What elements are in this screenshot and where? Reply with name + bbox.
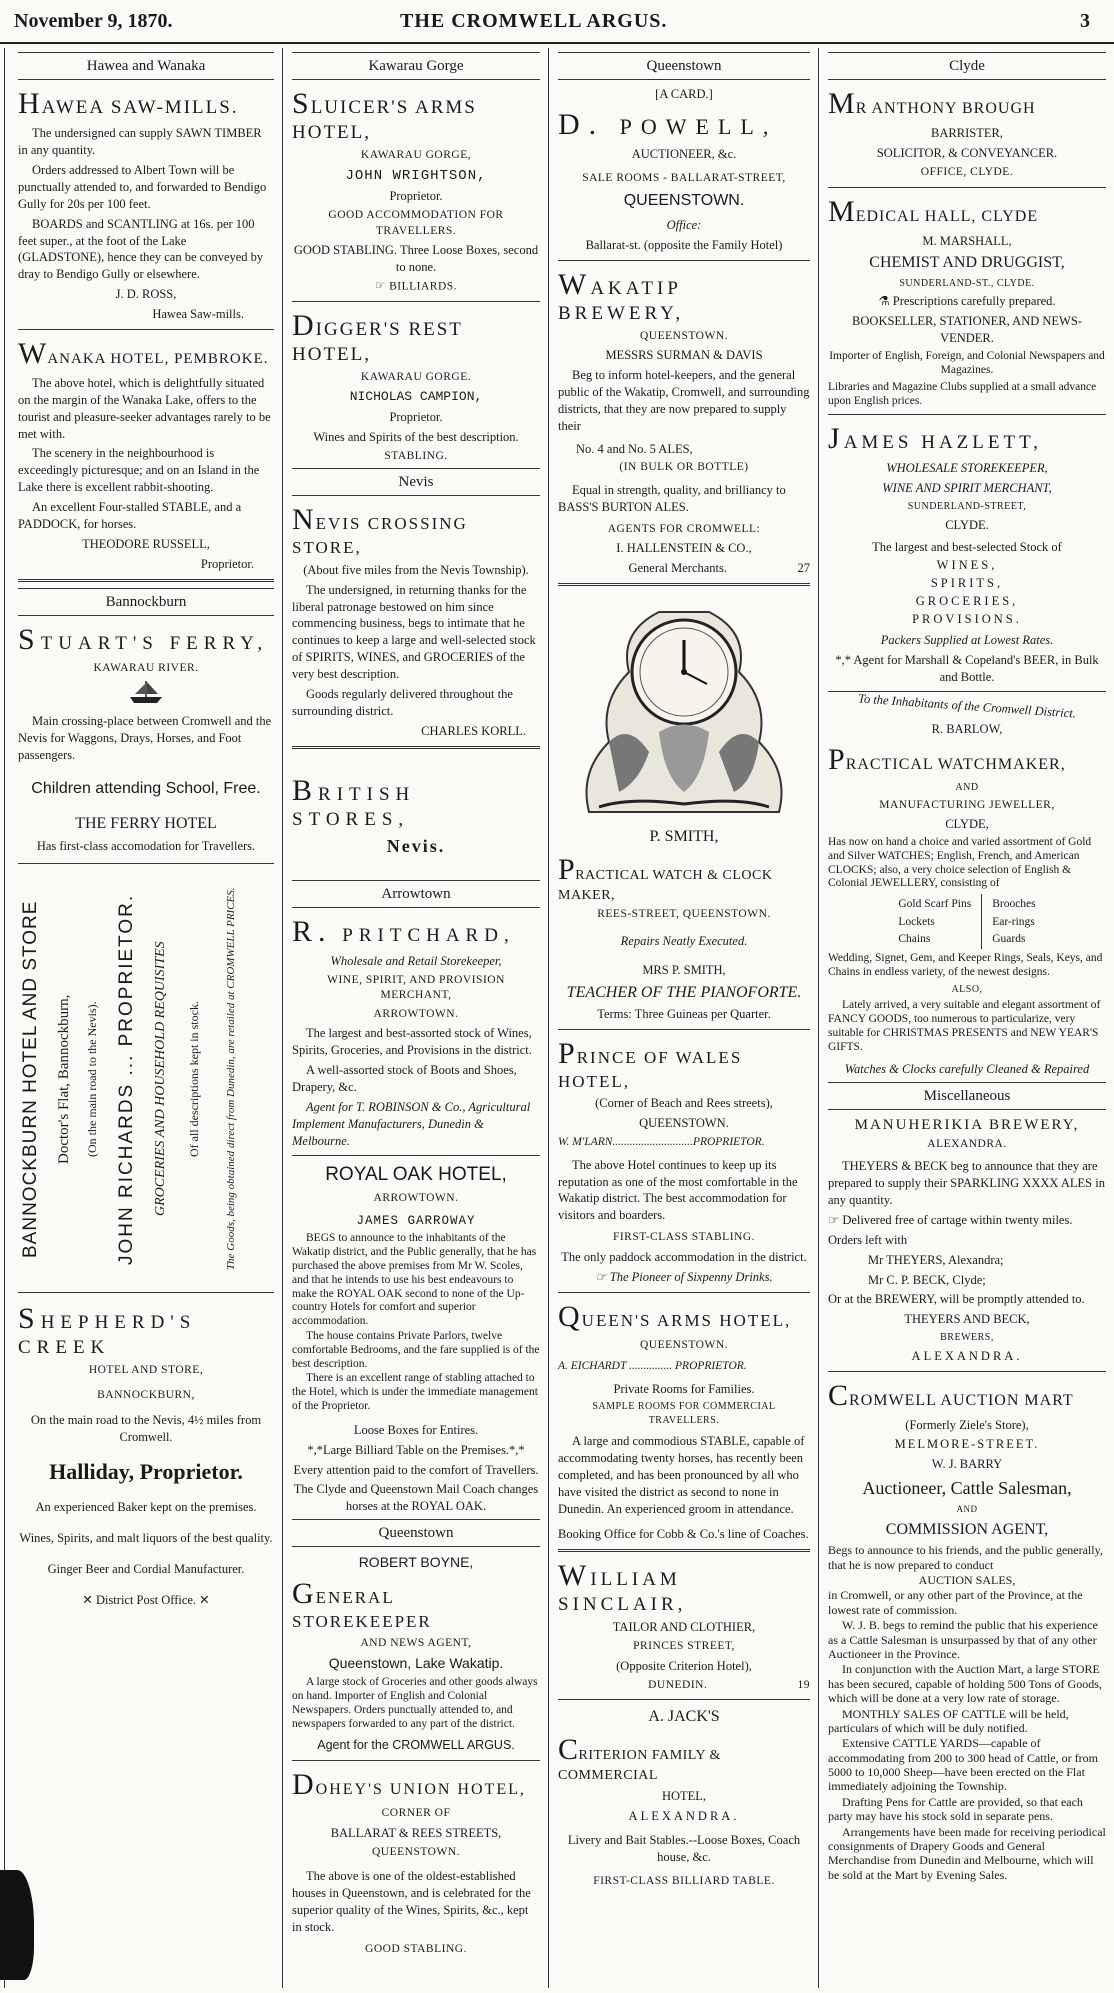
ad-text: Booking Office for Cobb & Co.'s line of Coaches. <box>558 1526 809 1541</box>
column-rule <box>282 48 283 1988</box>
ad-subheading: WHOLESALE STOREKEEPER, <box>886 461 1048 476</box>
ad-signature: J. D. ROSS, <box>115 287 177 302</box>
ad-subheading: CLYDE, <box>945 817 989 832</box>
list-item: Gold Scarf Pins <box>898 898 972 911</box>
section-heading: Clyde <box>828 52 1106 80</box>
ad-subheading: OFFICE, CLYDE. <box>920 166 1014 178</box>
column-queenstown <box>552 48 816 1988</box>
ad-text: The Goods, being obtained direct from Dunedin, are retailed at CROMWELL PRICES. <box>225 887 237 1271</box>
ad-heading: D. POWELL, <box>558 108 778 142</box>
ad-text: I. HALLENSTEIN & CO., <box>616 541 752 556</box>
ad-subheading: CLYDE. <box>945 517 989 532</box>
mortar-pestle-icon: ⚗ <box>878 294 890 309</box>
ad-text: FIRST-CLASS BILLIARD TABLE. <box>593 1875 775 1888</box>
ad-heading: CRITERION FAMILY & COMMERCIAL <box>558 1732 721 1783</box>
ad-heading: WAKATIP BREWERY, <box>558 267 685 324</box>
ad-subheading: ALEXANDRA. <box>927 1137 1007 1150</box>
ad-text: THE FERRY HOTEL <box>75 815 217 833</box>
ad-text: Ballarat-st. (opposite the Family Hotel) <box>585 237 783 252</box>
ad-text: BOOKSELLER, STATIONER, AND NEWS-VENDER. <box>852 314 1082 346</box>
ad-text: Equal in strength, quality, and brilliancy to BASS'S BURTON ALES. <box>558 482 786 514</box>
ad-heading: CROMWELL AUCTION MART <box>828 1378 1074 1412</box>
ad-heading: PRACTICAL WATCH & CLOCK MAKER, <box>558 852 773 903</box>
ad-text: Watches & Clocks carefully Cleaned & Repaired <box>844 1061 1090 1076</box>
ad-text: ROBERT BOYNE, <box>358 1554 474 1571</box>
ad-text: An excellent Four-stalled STABLE, and a PADDOCK, for horses. <box>18 500 242 531</box>
column-kawarau-nevis-arrowtown <box>286 48 546 1988</box>
ad-text: Of all descriptions kept in stock. <box>187 1000 201 1157</box>
ad-heading: PRACTICAL WATCHMAKER, <box>828 743 1066 777</box>
ad-text: ☞ BILLIARDS. <box>292 279 540 295</box>
ad-text: W. J. B. begs to remind the public that his experience as a Cattle Salesman is unsurpassed by that of any other Auctioneer in the Province. <box>828 1618 1098 1661</box>
ad-text: Mr C. P. BECK, Clyde; <box>868 1272 986 1287</box>
ad-text: ☞ Delivered free of cartage within twenty miles. <box>828 1212 1073 1227</box>
ad-text: A. EICHARDT ............... PROPRIETOR. <box>558 1360 747 1373</box>
ad-text: Importer of English, Foreign, and Colonial Newspapers and Magazines. <box>829 350 1105 376</box>
ad-signature: Hawea Saw-mills. <box>152 307 244 321</box>
ad-text: The undersigned can supply SAWN TIMBER in any quantity. <box>18 126 262 158</box>
ad-text: Orders addressed to Albert Town will be punctually attended to, and forwarded to Bendigo Gully for 20s per 100 feet. <box>18 163 267 211</box>
ship-icon <box>18 679 274 710</box>
ad-text: MRS P. SMITH, <box>642 962 726 977</box>
ad-text: Wines and Spirits of the best description. <box>313 429 519 444</box>
ad-text: Orders left with <box>828 1232 908 1247</box>
ad-text: FIRST-CLASS STABLING. <box>612 1231 756 1244</box>
ad-text: COMMISSION AGENT, <box>885 1520 1049 1538</box>
ad-text: Livery and Bait Stables.--Loose Boxes, Coach house, &c. <box>567 1833 801 1865</box>
ad-text: Repairs Neatly Executed. <box>620 933 748 948</box>
ad-heading: MEDICAL HALL, CLYDE <box>828 194 1039 228</box>
ad-heading: QUEEN'S ARMS HOTEL, <box>558 1299 792 1333</box>
ad-subheading: HOTEL AND STORE, <box>88 1363 204 1376</box>
ad-text: THEYERS & BECK beg to announce that they are prepared to supply their SPARKLING XXXX ALES in any quantity. <box>828 1159 1105 1208</box>
ad-text: in Cromwell, or any other part of the Province, at the lowest rate of commission. <box>828 1588 1083 1617</box>
ad-heading: BANNOCKBURN HOTEL AND STORE <box>20 900 41 1258</box>
ad-subheading: QUEENSTOWN. <box>371 1845 461 1858</box>
bannockburn-hotel-ad <box>18 863 274 1293</box>
ad-text: The Clyde and Queenstown Mail Coach changes horses at the ROYAL OAK. <box>293 1482 539 1514</box>
ad-text: *,* Agent for Marshall & Copeland's BEER, in Bulk and Bottle. <box>835 652 1099 684</box>
ad-heading: WANAKA HOTEL, PEMBROKE. <box>18 336 269 370</box>
ad-subheading: KAWARAU RIVER. <box>93 661 199 674</box>
ad-text: Main crossing-place between Cromwell and the Nevis for Waggons, Drays, Horses, and Foot passengers. <box>18 714 272 762</box>
ad-heading: WILLIAM SINCLAIR, <box>558 1558 687 1615</box>
ad-text: The scenery in the neighbourhood is exceedingly picturesque; and on an Island in the Lake there is excellent rabbit-shooting. <box>18 446 260 495</box>
ad-signature: Proprietor. <box>200 556 254 571</box>
ad-heading: PRINCE OF WALES HOTEL, <box>558 1037 743 1092</box>
ad-text: The only paddock accommodation in the district. <box>561 1249 807 1264</box>
ad-text: R. BARLOW, <box>931 722 1003 737</box>
ad-text: [A CARD.] <box>655 87 713 102</box>
ad-text: Or at the BREWERY, will be promptly attended to. <box>828 1292 1085 1307</box>
ad-text: AND <box>956 1504 978 1515</box>
ad-text: Wines, Spirits, and malt liquors of the best quality. <box>19 1530 273 1545</box>
ad-subheading: SUNDERLAND-ST., CLYDE. <box>899 277 1035 289</box>
ad-text: There is an excellent range of stabling attached to the Hotel, which is under the immediate management of the Proprietor. <box>292 1372 538 1413</box>
section-heading: Hawea and Wanaka <box>18 52 274 80</box>
page-number: 3 <box>1080 10 1090 32</box>
ad-subheading: WINE, SPIRIT, AND PROVISION MERCHANT, <box>327 973 505 1002</box>
ad-heading: MANUHERIKIA BREWERY, <box>854 1116 1080 1133</box>
ad-text: (IN BULK OR BOTTLE) <box>619 461 749 474</box>
ad-subheading: BANNOCKBURN, <box>97 1389 195 1402</box>
ad-text: JOHN RICHARDS ... PROPRIETOR. <box>116 893 137 1265</box>
ad-text: To the Inhabitants of the Cromwell District. <box>857 691 1077 722</box>
ad-subheading: AND <box>955 782 979 794</box>
ad-text: General Merchants. 27 <box>628 561 810 576</box>
ad-subheading: BARRISTER, <box>931 126 1003 141</box>
ad-subheading: AND NEWS AGENT, <box>360 1636 472 1649</box>
ad-heading: MR ANTHONY BROUGH <box>828 87 1036 121</box>
ad-text: Lately arrived, a very suitable and elegant assortment of FANCY GOODS, too numerous to particularize, very suitable for CHRISTMAS PRESENTS and NEW YEAR'S GIFTS. <box>828 999 1101 1053</box>
list-item: Brooches <box>992 898 1036 911</box>
ad-text: The above hotel, which is delightfully situated on the margin of the Wanaka Lake, offers to the tourist and pleasure-seeker advantages rarely to be met with. <box>18 375 271 441</box>
ad-subheading: REES-STREET, QUEENSTOWN. <box>597 908 771 921</box>
ad-heading: BRITISH STORES, <box>292 773 416 830</box>
ad-text: ⚗ Prescriptions carefully prepared. <box>878 294 1056 309</box>
ad-text: MONTHLY SALES OF CATTLE will be held, particulars of which will be duly notified. <box>828 1706 1069 1735</box>
column-rule <box>818 48 819 1988</box>
ad-text: Packers Supplied at Lowest Rates. <box>880 632 1054 647</box>
ad-text: Goods regularly delivered throughout the surrounding district. <box>292 686 513 718</box>
ad-text: M. MARSHALL, <box>922 233 1012 248</box>
list-item: Guards <box>992 933 1026 945</box>
column-hawea-bannockburn <box>12 48 280 1988</box>
column-rule <box>548 48 549 1988</box>
ad-text: Auctioneer, Cattle Salesman, <box>862 1478 1072 1499</box>
ad-text: STABLING. <box>384 449 448 462</box>
ad-signature: CHARLES KORLL. <box>421 723 526 738</box>
ad-text: GROCERIES AND HOUSEHOLD REQUISITES <box>153 941 168 1217</box>
list-item: Chains <box>898 933 931 945</box>
ad-subheading: (Opposite Criterion Hotel), <box>616 1658 752 1673</box>
ad-text: BREWERS, <box>940 1332 994 1344</box>
ad-text: Loose Boxes for Entires. <box>353 1422 479 1437</box>
ad-text: An experienced Baker kept on the premises. <box>35 1500 257 1515</box>
ad-text: TEACHER OF THE PIANOFORTE. <box>566 983 802 1001</box>
ad-subheading: Wholesale and Retail Storekeeper, <box>330 953 502 968</box>
ad-subheading: QUEENSTOWN. <box>639 1116 729 1131</box>
ad-text: A well-assorted stock of Boots and Shoes, Drapery, &c. <box>292 1063 517 1094</box>
ad-text: Has now on hand a choice and varied assortment of Gold and Silver WATCHES; English, French, and American CLOCKS; also, a very choice selection of English & Colonial JEWELLERY, consisting of <box>828 836 1092 890</box>
ad-subheading: (About five miles from the Nevis Township). <box>303 562 529 577</box>
ad-subheading: PRINCES STREET, <box>633 1640 735 1653</box>
ad-heading: DOHEY'S UNION HOTEL, <box>292 1768 526 1802</box>
ad-text: In conjunction with the Auction Mart, a large STORE has been secured, capable of holding 500 Tons of Goods, which will be done at a very low rate of storage. <box>828 1662 1102 1706</box>
ad-text: BEGS to announce to the inhabitants of the Wakatip district, and the Public generally, that he has purchased the above premises from Mr W. Scoles, and that he intends to use his best endeavours to make the ROYAL OAK second to none of the Up-country Hotels for comfort and superior accommodation. <box>292 1232 537 1328</box>
ad-text: Private Rooms for Families. <box>613 1381 755 1396</box>
ad-text: Begs to announce to his friends, and the public generally, that he is now prepared to conduct <box>828 1543 1103 1572</box>
issue-date: November 9, 1870. <box>14 10 173 32</box>
ad-text: Agent for T. ROBINSON & Co., Agricultural Implement Manufacturers, Dunedin & Melbourne. <box>292 1099 531 1148</box>
section-heading: Nevis <box>292 468 540 496</box>
section-heading: Arrowtown <box>292 880 540 908</box>
ad-text: GOOD STABLING. Three Loose Boxes, second to none. <box>293 243 539 275</box>
ad-text: QUEENSTOWN. <box>623 191 745 209</box>
ad-signature: THEODORE RUSSELL, <box>82 536 210 551</box>
ad-heading: ROYAL OAK HOTEL, <box>325 1164 507 1186</box>
ad-text: The above Hotel continues to keep up its reputation as one of the most comfortable in the Wakatip district. The best accommodation for visitors and boarders. <box>558 1157 798 1223</box>
ad-text: Extensive CATTLE YARDS—capable of accommodating from 200 to 300 head of Cattle, or from 5000 to 10,000 Sheep—have been erected on the Flat immediately adjoining the Township. <box>828 1736 1098 1794</box>
ad-text: GROCERIES, <box>915 594 1019 609</box>
ad-text: WINES, <box>936 558 998 573</box>
ad-subheading: QUEENSTOWN. <box>639 1338 729 1351</box>
ad-heading: JAMES HAZLETT, <box>828 422 1043 456</box>
ad-text: PROVISIONS. <box>912 611 1022 626</box>
ad-text: THEYERS AND BECK, <box>904 1312 1030 1327</box>
newspaper-title: THE CROMWELL ARGUS. <box>400 10 668 32</box>
ad-heading: SHEPHERD'S CREEK <box>18 1301 197 1358</box>
ad-text: Ginger Beer and Cordial Manufacturer. <box>47 1561 245 1576</box>
ad-text: Beg to inform hotel-keepers, and the general public of the Wakatip, Cromwell, and surrounding districts, that they are now prepared to supply their <box>558 368 810 433</box>
ad-subheading: AUCTIONEER, &c. <box>631 147 737 162</box>
ad-text: NICHOLAS CAMPION, <box>349 389 483 405</box>
ad-subheading: ALEXANDRA. <box>628 1808 740 1823</box>
ad-subheading: KAWARAU GORGE, <box>360 149 472 162</box>
section-heading: Kawarau Gorge <box>292 52 540 80</box>
ad-subheading: QUEENSTOWN. <box>639 329 729 342</box>
ad-subheading: TAILOR AND CLOTHIER, <box>612 1620 756 1635</box>
ad-text: The largest and best-assorted stock of Wines, Spirits, Groceries, and Provisions in the district. <box>292 1026 532 1058</box>
ad-text: GOOD ACCOMMODATION FOR TRAVELLERS. <box>328 209 504 237</box>
ad-text: GOOD STABLING. <box>365 1942 467 1955</box>
ad-text: Drafting Pens for Cattle are provided, so that each party may have his stock sold in separate pens. <box>828 1794 1083 1824</box>
ad-heading: R. PRITCHARD, <box>292 914 515 948</box>
ad-text: The largest and best-selected Stock of <box>872 540 1062 555</box>
ad-subheading: Queenstown, Lake Wakatip. <box>328 1655 504 1672</box>
ad-heading: HAWEA SAW-MILLS. <box>18 87 239 121</box>
ad-text: ☞ The Pioneer of Sixpenny Drinks. <box>595 1269 773 1284</box>
ad-subheading: CHEMIST AND DRUGGIST, <box>869 254 1065 272</box>
section-heading: Bannockburn <box>18 588 274 616</box>
ad-text: P. SMITH, <box>649 827 719 845</box>
ad-subheading: BALLARAT & REES STREETS, <box>330 1825 502 1840</box>
ad-subheading: (Corner of Beach and Rees streets), <box>595 1096 773 1111</box>
ad-heading: SLUICER'S ARMS HOTEL, <box>292 87 477 144</box>
ad-text: On the main road to the Nevis, 4½ miles from Cromwell. <box>30 1412 262 1444</box>
list-item: Lockets <box>898 915 935 928</box>
ad-text: Every attention paid to the comfort of Travellers. <box>293 1462 539 1477</box>
ad-subheading: Nevis. <box>386 836 446 857</box>
ad-text: ALEXANDRA. <box>911 1348 1023 1363</box>
ad-heading: DIGGER'S REST HOTEL, <box>292 309 463 366</box>
list-item: Ear-rings <box>992 915 1035 928</box>
ad-text: Office: <box>666 218 702 233</box>
ad-text: W. J. BARRY <box>931 1457 1003 1472</box>
ad-text: A large and commodious STABLE, capable of accommodating twenty horses, has recently been completed, and has been pronounced by all who have visited the district as second to none in Dunedin. An experienced groom in attendance. <box>558 1434 805 1516</box>
ad-text: ALSO, <box>951 983 983 995</box>
ad-subheading: MANUFACTURING JEWELLER, <box>879 798 1055 811</box>
ad-text: Mr THEYERS, Alexandra; <box>868 1252 1004 1267</box>
ad-text: AUCTION SALES, <box>918 1572 1016 1587</box>
ad-text: A. JACK'S <box>648 1708 720 1726</box>
ad-subheading: ARROWTOWN. <box>373 1007 459 1020</box>
ad-subheading: HOTEL, <box>661 1788 707 1803</box>
ad-text: Arrangements have been made for receiving periodical consignments of Drapery Goods and General Merchandise from Dunedin and Melbourne, which will be sold at the Mart by Evening Sales. <box>828 1824 1106 1882</box>
ad-text: JAMES GARROWAY <box>356 1213 476 1228</box>
column-rule <box>4 48 5 1988</box>
column-clyde-misc <box>822 48 1112 1988</box>
ad-text: SALE ROOMS - BALLARAT-STREET, <box>582 172 786 184</box>
ad-subheading: KAWARAU GORGE. <box>360 370 472 383</box>
ad-text: Wedding, Signet, Gem, and Keeper Rings, Seals, Keys, and Chains in endless variety, of the newest designs. <box>828 952 1103 979</box>
ad-subheading: WINE AND SPIRIT MERCHANT, <box>882 481 1052 496</box>
section-heading: Queenstown <box>558 52 810 80</box>
ad-heading: STUART'S FERRY, <box>18 622 269 656</box>
clock-icon <box>558 592 810 822</box>
ad-text: SPIRITS, <box>930 576 1004 591</box>
pointing-hand-icon: ☞ <box>595 1269 607 1284</box>
ad-text: W. M'LARN............................PROPRIETOR. <box>558 1136 765 1149</box>
ad-text: The house contains Private Parlors, twelve comfortable Bedrooms, and the fare supplied is of the best description. <box>292 1330 540 1370</box>
ad-text: Libraries and Magazine Clubs supplied at a small advance upon English prices. <box>828 380 1097 407</box>
ad-text: Terms: Three Guineas per Quarter. <box>597 1007 771 1022</box>
ad-text: A large stock of Groceries and other goods always on hand. Importer of English and Colonial Newspapers. Orders punctually attended to, and newspapers forwarded to any part of the district. <box>292 1676 538 1730</box>
ad-text: Agent for the CROMWELL ARGUS. <box>317 1738 515 1753</box>
ad-text: SAMPLE ROOMS FOR COMMERCIAL TRAVELLERS. <box>592 1401 776 1426</box>
section-heading: Queenstown <box>292 1519 540 1547</box>
ad-text: No. 4 and No. 5 ALES, <box>576 441 693 456</box>
ad-text: *,*Large Billiard Table on the Premises.*,* <box>307 1442 525 1457</box>
ad-subheading: MELMORE-STREET. <box>894 1437 1040 1452</box>
ad-text: MESSRS SURMAN & DAVIS <box>605 348 763 363</box>
ad-text: Halliday, Proprietor. <box>49 1459 243 1485</box>
ad-subheading: ARROWTOWN. <box>373 1192 459 1205</box>
ad-subheading: CORNER OF <box>381 1807 451 1820</box>
ad-text: JOHN WRIGHTSON, <box>345 167 487 184</box>
ad-text: AGENTS FOR CROMWELL: <box>607 522 761 535</box>
ad-heading: NEVIS CROSSING STORE, <box>292 503 468 558</box>
ad-text: BOARDS and SCANTLING at 16s. per 100 feet super., at the foot of the Lake (GLADSTONE), hence they can be conveyed by dray to Bendigo Gully or elsewhere. <box>18 216 264 282</box>
ad-subheading: DUNEDIN. 19 <box>648 1678 810 1691</box>
ad-text: The undersigned, in returning thanks for the liberal patronage bestowed on him since commencing business, begs to intimate that he continues to keep a large and well-selected stock of SPIRITS, WINES, and GROCERIES of the very best description. <box>292 582 536 682</box>
ad-heading: GENERAL STOREKEEPER <box>292 1577 432 1632</box>
ad-text: The above is one of the oldest-established houses in Queenstown, and is celebrated for the superior quality of the Wines, Spirits, &c., kept in stock. <box>292 1869 531 1934</box>
ad-text: Proprietor. <box>389 409 443 424</box>
ad-text: (On the main road to the Nevis). <box>85 1001 99 1157</box>
ad-text: Doctor's Flat, Bannockburn, <box>56 994 72 1164</box>
pointing-hand-icon: ☞ <box>828 1212 840 1227</box>
ad-text: ✕ District Post Office. ✕ <box>82 1592 210 1607</box>
ad-subheading: SOLICITOR, & CONVEYANCER. <box>876 146 1058 161</box>
pointing-hand-icon: ☞ <box>374 280 386 293</box>
ad-subheading: SUNDERLAND-STREET, <box>907 501 1027 513</box>
ad-subheading: (Formerly Ziele's Store), <box>905 1417 1029 1432</box>
masthead <box>0 0 1114 44</box>
jewellery-list <box>828 894 1106 949</box>
section-heading: Miscellaneous <box>828 1082 1106 1110</box>
ad-text: Has first-class accomodation for Travellers. <box>36 838 256 853</box>
ad-text: Proprietor. <box>389 189 443 204</box>
ad-text: Children attending School, Free. <box>31 779 261 797</box>
